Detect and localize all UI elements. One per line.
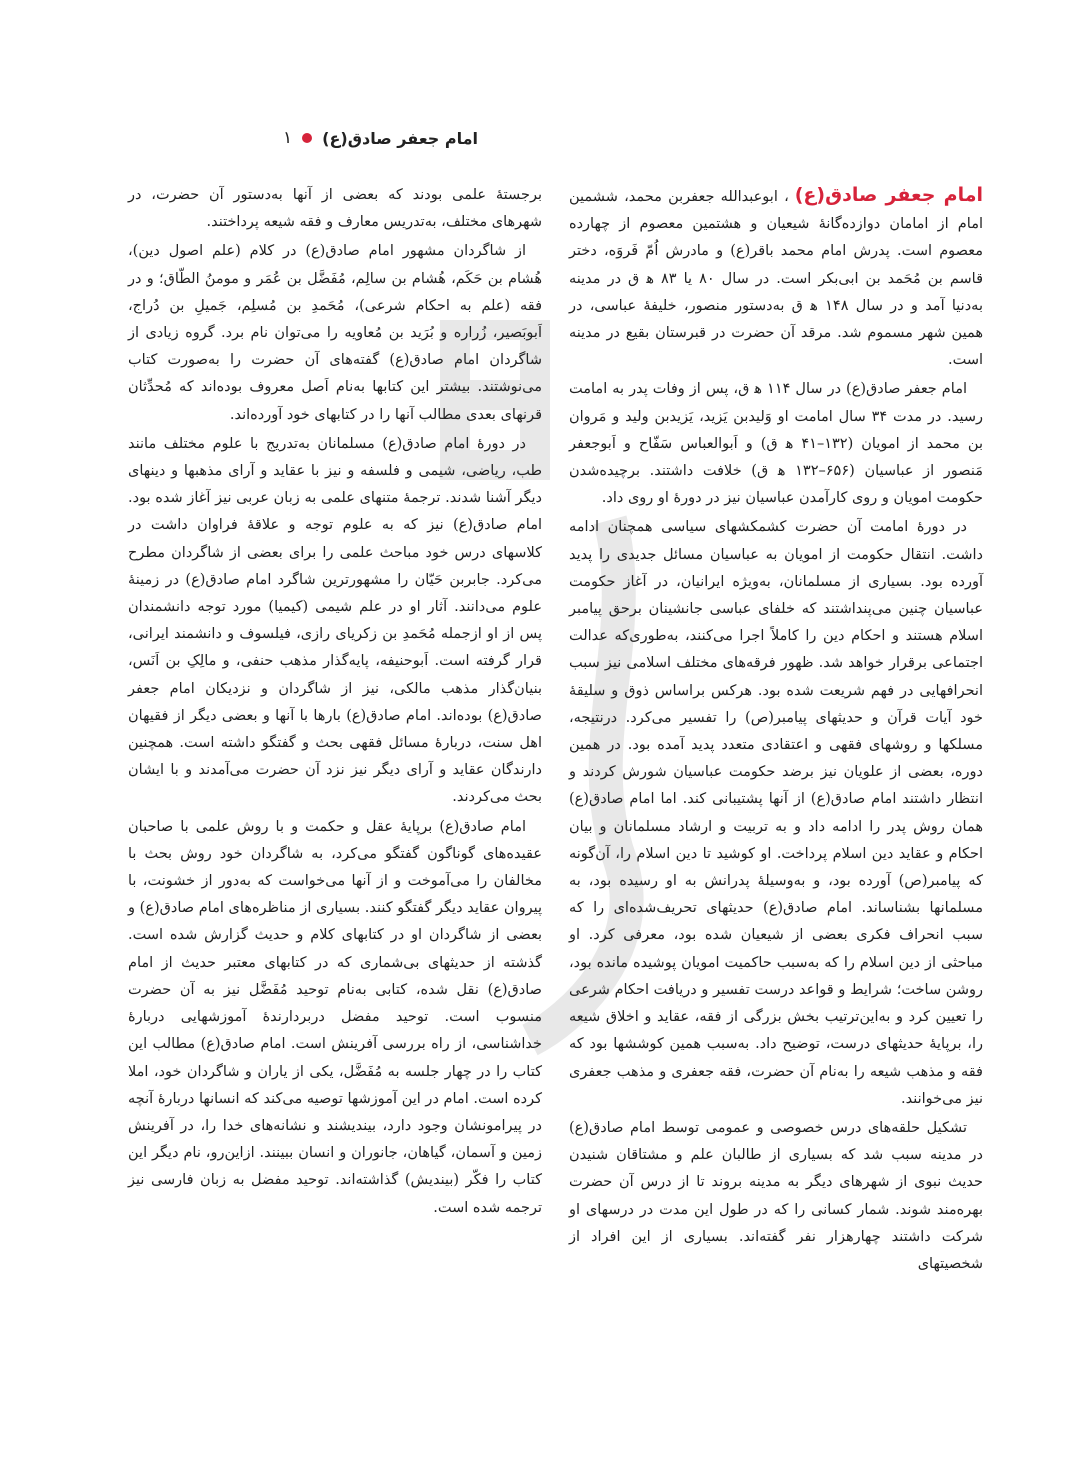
- page-number: ۱: [283, 128, 293, 148]
- paragraph: در دورهٔ امامت آن حضرت کشمکشهای سیاسی همچنان ادامه داشت. انتقال حکومت از امویان به عباسیان مسائل جدیدی را پدید آورده بود. بسیاری از مسلمانان، به‌ویژه ایرانیان، در آغاز حکومت عباسیان چنین می‌پنداشتند که خلفای عباسی جانشینان برحق پیامبر اسلام هستند و احکام دین را کاملاً اجرا می‌کنند، به‌طوری‌که عدالت اجتماعی برقرار خواهد شد. ظهور فرقه‌های مختلف اسلامی نیز سبب انحرافهایی در فهم شریعت شده بود. هرکس براساس ذوق و سلیقهٔ خود آیات قرآن و حدیثهای پیامبر(ص) را تفسیر می‌کرد. درنتیجه، مسلکها و روشهای فقهی و اعتقادی متعدد پدید آمده بود. در همین دوره، بعضی از علویان نیز برضد حکومت عباسیان شورش کردند و انتظار داشتند امام صادق(ع) از آنها پشتیبانی کند. اما امام صادق(ع) همان روش پدر را ادامه داد و به تربیت و ارشاد مسلمانان و بیان احکام و عقاید دین اسلام پرداخت. او کوشید تا دین اسلام را، آن‌گونه که پیامبر(ص) آورده بود، و به‌وسیلهٔ پدرانش به او رسیده بود، به مسلمانها بشناساند. امام صادق(ع) حدیثهای تحریف‌شده‌ای را که سبب انحراف فکری بعضی از شیعیان شده بود، معرفی کرد. او مباحثی از دین اسلام را که به‌سبب حاکمیت امویان پوشیده مانده بود، روشن ساخت؛ شرایط و قواعد درست تفسیر و دریافت احکام شرعی را تعیین کرد و به‌این‌ترتیب بخش بزرگی از فقه، عقاید و اخلاق شیعه را، برپایهٔ حدیثهای درست، توضیح داد. به‌سبب همین کوششها بود که فقه و مذهب شیعه را به‌نام آن حضرت، فقه جعفری و مذهب جعفری نیز می‌خوانند.: [569, 519, 983, 1107]
- paragraph: از شاگردان مشهور امام صادق(ع) در کلام (علم اصول دین)، هُشام بن حَکَم، هُشام بن سالِم، مُفَضَّل بن عُمَر و مومنُ الطّاق؛ و در فقه (علم به احکام شرعی)، مُحَمدِ بن مُسلِم، جَمیلِ بن دُراج، اَبوبَصیر، زُراره و بُرَید بن مُعاویه را می‌توان نام برد. گروه زیادی از شاگردان امام صادق(ع) گفته‌های آن حضرت را به‌صورت کتاب می‌نوشتند. بیشتر این کتابها به‌نام اَصل معروف بوده‌اند که مُحدِّثان قرنهای بعدی مطالب آنها را در کتابهای خود آورده‌اند.: [128, 243, 542, 423]
- entry-title: امام جعفر صادق(ع): [794, 184, 983, 206]
- paragraph: امام صادق(ع) برپایهٔ عقل و حکمت و با روش علمی با صاحبان عقیده‌های گوناگون گفتگو می‌کرد، به شاگردان خود روش بحث با مخالفان را می‌آموخت و از آنها می‌خواست که به‌دور از خشونت، با پیروان عقاید دیگر گفتگو کنند. بسیاری از مناظره‌های امام صادق(ع) و بعضی از شاگردان او در کتابهای کلام و حدیث گزارش شده است. گذشته از حدیثهای بی‌شماری که در کتابهای معتبر حدیث از امام صادق(ع) نقل شده، کتابی به‌نام توحید مُفَضَّل نیز به آن حضرت منسوب است. توحید مفضل دربردارندهٔ آموزشهایی دربارهٔ خداشناسی، از راه بررسی آفرینش است. امام صادق(ع) مطالب این کتاب را در چهار جلسه به مُفَضَّل، یکی از یاران و شاگردان خود، املا کرده است. امام در این آموزشها توصیه می‌کند که انسانها دربارهٔ آنچه در پیرامونشان وجود دارد، بیندیشند و نشانه‌های خدا را، در آفرینش زمین و آسمان، گیاهان، جانوران و انسان ببینند. ازاین‌رو، نام دیگر این کتاب را فکّر (بیندیش) گذاشته‌اند. توحید مفضل به زبان فارسی نیز ترجمه شده است.: [128, 818, 542, 1216]
- paragraph: [569, 182, 983, 374]
- paragraph-text: ، ابوعبدالله جعفربن محمد، ششمین امام از امامان دوازده‌گانهٔ شیعیان و هشتمین معصوم از چهارده معصوم است. پدرش امام محمد باقر(ع) و مادرش اُمّ فَروَه، دختر قاسم بن مُحَمد بن ابی‌بکر است. در سال ۸۰ یا ۸۳ ه‍ ق در مدینه به‌دنیا آمد و در سال ۱۴۸ ه‍ ق به‌دستور منصور، خلیفهٔ عباسی، در همین شهر مسموم شد. مرقد آن حضرت در قبرستان بقیع در مدینه است.: [569, 189, 984, 369]
- left-column: [128, 182, 542, 1224]
- right-column: [569, 182, 983, 1280]
- running-title: امام جعفر صادق(ع): [322, 128, 478, 148]
- paragraph: در دورهٔ امام صادق(ع) مسلمانان به‌تدریج با علوم مختلف مانند طب، ریاضی، شیمی و فلسفه و نیز با عقاید و آرای مذهبها و دینهای دیگر آشنا شدند. ترجمهٔ متنهای علمی به زبان عربی نیز آغاز شده بود. امام صادق(ع) نیز که به علوم توجه و علاقهٔ فراوان داشت در کلاسهای درس خود مباحث علمی را برای بعضی از شاگردان مطرح می‌کرد. جابربن حَیّان را مشهورترین شاگرد امام صادق(ع) در زمینهٔ علوم می‌دانند. آثار او در علم شیمی (کیمیا) مورد توجه دانشمندان پس از او ازجمله مُحَمدِ بن زکریای رازی، فیلسوف و دانشمند ایرانی، قرار گرفته است. اَبوحنیفه، پایه‌گذار مذهب حنفی، و مالِکِ بن اَنَس، بنیان‌گذار مذهب مالکی، نیز از شاگردان و نزدیکان امام جعفر صادق(ع) بوده‌اند. امام صادق(ع) بارها با آنها و بعضی دیگر از فقیهان اهل سنت، دربارهٔ مسائل فقهی بحث و گفتگو داشته است. همچنین دارندگان عقاید و آرای دیگر نیز نزد آن حضرت می‌آمدند و با ایشان بحث می‌کردند.: [128, 435, 542, 806]
- bullet-dot: [302, 133, 312, 143]
- paragraph: امام جعفر صادق(ع) در سال ۱۱۴ ه‍ ق، پس از وفات پدر به امامت رسید. در مدت ۳۴ سال امامت او وَلیدبن یَزید، یَزیدبن ولید و مَروان بن محمد از امویان (۱۳۲–۴۱ ه‍ ق) و اَبوالعباس سَفّاح و اَبوجعفر مَنصور از عباسیان (۶۵۶–۱۳۲ ه‍ ق) خلافت داشتند. برچیده‌شدن حکومت امویان و روی کارآمدن عباسیان نیز در دورهٔ او روی داد.: [569, 381, 983, 507]
- paragraph: تشکیل حلقه‌های درس خصوصی و عمومی توسط امام صادق(ع) در مدینه سبب شد که بسیاری از طالبان علم و مشتاقان شنیدن حدیث نبوی از شهرهای دیگر به مدینه بروند تا از درس آن حضرت بهره‌مند شوند. شمار کسانی را که در طول این مدت در درسهای او شرکت داشتند چهارهزار نفر گفته‌اند. بسیاری از این افراد از شخصیتهای: [569, 1119, 983, 1272]
- paragraph: برجستهٔ علمی بودند که بعضی از آنها به‌دستور آن حضرت، در شهرهای مختلف، به‌تدریس معارف و فقه شیعه پرداختند.: [128, 187, 542, 231]
- page-header: [118, 122, 478, 154]
